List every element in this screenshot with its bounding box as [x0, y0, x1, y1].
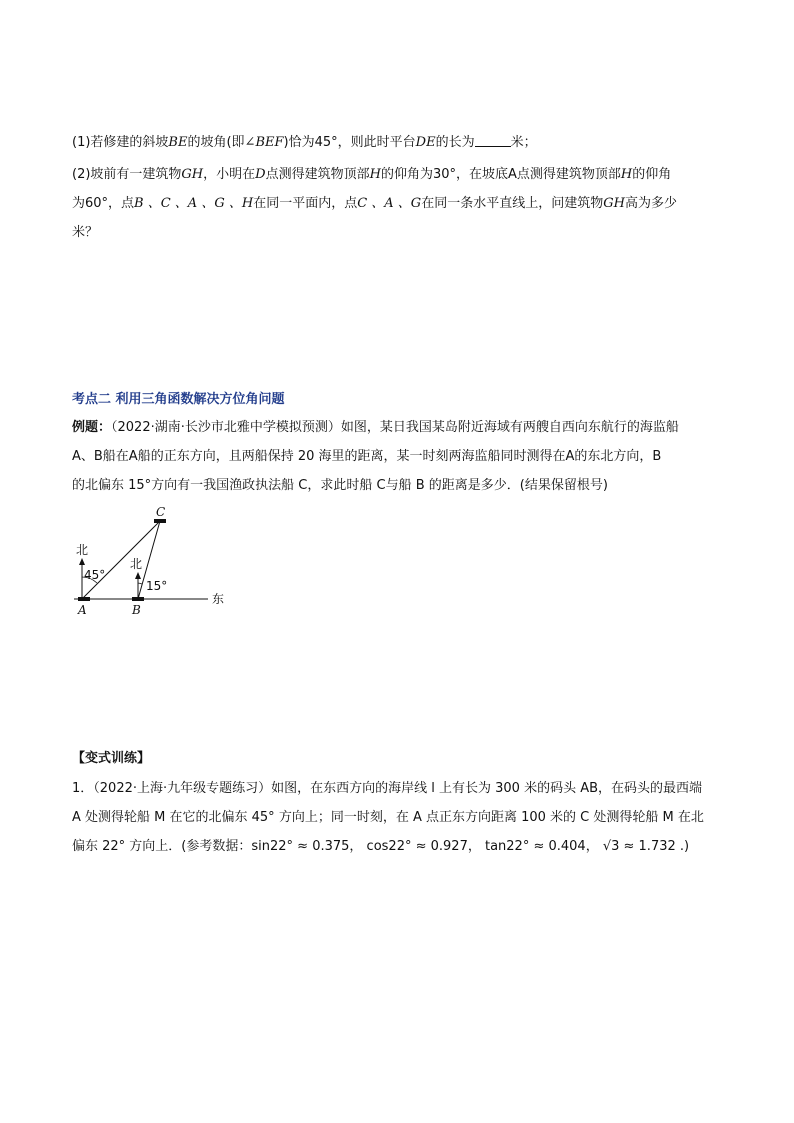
line: [72, 189, 724, 218]
angle-label-15: 15°: [146, 579, 168, 593]
text: (1)若修建的斜坡: [72, 135, 169, 150]
math-d: D: [255, 167, 266, 182]
text: (2)坡前有一建筑物: [72, 167, 182, 182]
math-gh: GH: [603, 196, 625, 211]
example-label: 例题：: [72, 420, 112, 435]
text: 为60°，点: [72, 196, 135, 211]
line: [72, 218, 724, 247]
north-label: 北: [76, 543, 89, 557]
text: 在同一平面内，点: [253, 196, 358, 211]
math-be: BE: [168, 135, 188, 150]
point-c-label: C: [156, 505, 166, 519]
north-label: 北: [130, 557, 143, 571]
text: ，小明在: [203, 167, 256, 182]
math-gh: GH: [181, 167, 204, 182]
line: [72, 413, 724, 442]
text: 米；: [510, 135, 537, 150]
arrow-head-icon: [79, 558, 85, 565]
line: [72, 160, 724, 189]
math-h: H: [620, 167, 633, 182]
line: 1．（2022·上海·九年级专题练习）如图，在东西方向的海岸线 l 上有长为 300 米的码头 AB，在码头的最西端: [72, 781, 703, 796]
angle-label-45: 45°: [84, 568, 106, 582]
line: 的北偏东 15°方向有一我国渔政执法船 C，求此时船 C与船 B 的距离是多少．(结果保留根号): [72, 478, 608, 493]
line: 偏东 22° 方向上．(参考数据：sin22° ≈ 0.375， cos22° ≈ 0.927， tan22° ≈ 0.404， √3 ≈ 1.732 .): [72, 839, 690, 854]
math-angle: ∠BEF: [244, 135, 284, 150]
question-part-2: [72, 160, 724, 247]
text: 高为多少: [624, 196, 677, 211]
text: 的坡角(即: [187, 135, 245, 150]
math-h: H: [369, 167, 381, 182]
example-problem: [72, 413, 724, 500]
variant-problem: [72, 774, 724, 861]
text: （2022·湖南·长沙市北雅中学模拟预测）如图，某日我国某岛附近海域有两艘自西向东航行的海监船: [111, 420, 679, 435]
variant-heading: 【变式训练】: [72, 751, 151, 766]
bearing-diagram: [70, 500, 260, 620]
text: 米？: [72, 225, 99, 240]
text: 点测得建筑物顶部: [265, 167, 370, 182]
section-heading: 考点二 利用三角函数解决方位角问题: [72, 392, 285, 407]
text: 的仰角: [632, 167, 672, 182]
math-points: C 、A 、G: [357, 196, 422, 211]
line: A、B船在A船的正东方向，且两船保持 20 海里的距离，某一时刻两海监船同时测得在A的东北方向，B: [72, 449, 662, 464]
line: A 处测得轮船 M 在它的北偏东 45° 方向上；同一时刻，在 A 点正东方向距离 100 米的 C 处测得轮船 M 在北: [72, 810, 704, 825]
text: 的长为: [435, 135, 475, 150]
math-de: DE: [415, 135, 436, 150]
angle-arc-b: [138, 583, 142, 584]
answer-blank[interactable]: [475, 132, 511, 147]
text: )恰为45°，则此时平台: [283, 135, 416, 150]
point-a-label: A: [78, 603, 87, 617]
text: 的仰角为30°，在坡底A点测得建筑物顶部: [380, 167, 621, 182]
question-part-1: [72, 128, 724, 157]
math-points: B 、C 、A 、G 、H: [134, 196, 254, 211]
east-label: 东: [212, 592, 225, 606]
text: 在同一条水平直线上，问建筑物: [421, 196, 604, 211]
arrow-head-icon: [135, 572, 141, 579]
point-b-label: B: [132, 603, 141, 617]
